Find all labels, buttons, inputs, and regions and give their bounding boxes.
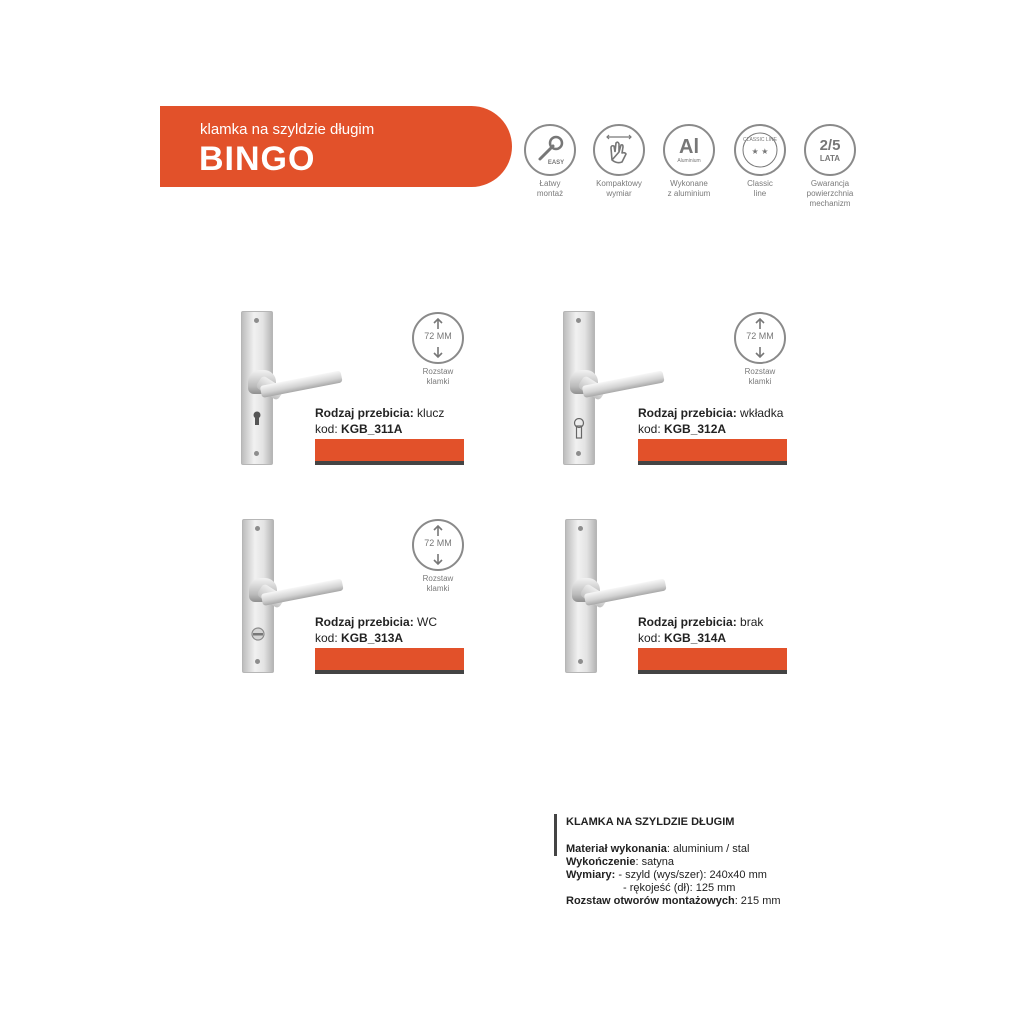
type-value: klucz <box>417 406 445 420</box>
spacing-value: 72 MM <box>424 331 452 341</box>
header-title: BINGO <box>199 140 316 178</box>
feature-caption: montaż <box>536 189 564 198</box>
spec-value: : aluminium / stal <box>666 843 750 855</box>
feature-caption: z aluminium <box>667 189 711 198</box>
spec-dimensions <box>566 869 826 882</box>
screw-icon <box>578 659 583 664</box>
hand-icon <box>593 124 645 176</box>
code-value: KGB_313A <box>341 631 404 645</box>
spec-value: : satyna <box>635 856 675 868</box>
accent-bar-dark <box>315 461 464 465</box>
spacing-arrows-icon <box>734 312 786 364</box>
spacing-badge <box>411 519 465 594</box>
classic-line-icon <box>734 124 786 176</box>
type-value: WC <box>417 615 438 629</box>
spec-finish <box>566 856 826 869</box>
easy-badge: EASY <box>547 160 565 166</box>
spacing-caption: klamki <box>426 377 450 386</box>
accent-bar-dark <box>315 670 464 674</box>
feature-warranty <box>795 124 865 209</box>
spec-label: Rozstaw otworów montażowych <box>566 895 735 907</box>
type-value: wkładka <box>740 406 784 420</box>
screw-icon <box>254 451 259 456</box>
code-value: KGB_312A <box>664 422 727 436</box>
screw-icon <box>255 659 260 664</box>
type-value: brak <box>740 615 764 629</box>
feature-classic-line <box>725 124 795 199</box>
code-label: kod: <box>638 631 661 645</box>
accent-bar <box>638 439 787 461</box>
screw-icon <box>254 318 259 323</box>
accent-bar <box>315 648 464 670</box>
feature-caption: Classic <box>747 179 773 188</box>
accent-bar <box>315 439 464 461</box>
screw-icon <box>576 318 581 323</box>
cylinder-hole-icon <box>573 418 585 440</box>
product-info <box>315 614 465 646</box>
spacing-value: 72 MM <box>746 331 774 341</box>
al-badge-sub: Aluminium <box>677 158 701 164</box>
spacing-caption: Rozstaw <box>422 367 454 376</box>
svg-text:★ ★: ★ ★ <box>751 147 769 156</box>
screw-icon <box>255 526 260 531</box>
spacing-badge <box>411 312 465 387</box>
code-label: kod: <box>315 422 338 436</box>
accent-bar-dark <box>638 461 787 465</box>
code-label: kod: <box>315 631 338 645</box>
warranty-icon <box>804 124 856 176</box>
accent-bar <box>638 648 787 670</box>
warranty-badge: 2/5 <box>819 137 841 154</box>
accent-bar-dark <box>638 670 787 674</box>
spacing-arrows-icon <box>412 519 464 571</box>
feature-caption: mechanizm <box>809 199 851 208</box>
product-info <box>315 405 465 437</box>
code-label: kod: <box>638 422 661 436</box>
warranty-badge-sub: LATA <box>819 154 841 163</box>
type-label: Rodzaj przebicia: <box>315 406 414 420</box>
spacing-value: 72 MM <box>424 538 452 548</box>
spec-dimensions-handle <box>566 882 826 895</box>
spacing-caption: Rozstaw <box>422 574 454 583</box>
code-value: KGB_311A <box>341 422 403 436</box>
feature-caption: powierzchnia <box>806 189 854 198</box>
spec-block <box>566 816 826 908</box>
spec-material <box>566 843 826 856</box>
code-value: KGB_314A <box>664 631 727 645</box>
spec-label: Wymiary: <box>566 869 616 881</box>
header-subtitle: klamka na szyldzie długim <box>200 121 375 138</box>
screw-icon <box>578 526 583 531</box>
feature-caption: wymiar <box>606 189 632 198</box>
feature-compact <box>584 124 654 199</box>
spec-mounting <box>566 895 826 908</box>
header-banner <box>160 106 512 187</box>
type-label: Rodzaj przebicia: <box>638 406 737 420</box>
spec-value: : 215 mm <box>734 895 781 907</box>
wc-knob-icon <box>250 626 266 642</box>
spacing-caption: klamki <box>748 377 772 386</box>
spacing-caption: Rozstaw <box>744 367 776 376</box>
spacing-badge <box>733 312 787 387</box>
classic-line-badge: CLASSIC LINE <box>743 137 777 143</box>
spec-value: - rękojeść (dł): 125 mm <box>623 882 736 894</box>
wrench-icon <box>524 124 576 176</box>
feature-caption: Łatwy <box>539 179 561 188</box>
type-label: Rodzaj przebicia: <box>638 615 737 629</box>
screw-icon <box>576 451 581 456</box>
feature-caption: Gwarancja <box>810 179 850 188</box>
product-info <box>638 405 788 437</box>
feature-aluminium <box>654 124 724 199</box>
spacing-arrows-icon <box>412 312 464 364</box>
keyhole-icon <box>251 410 263 428</box>
spec-divider <box>554 814 557 856</box>
type-label: Rodzaj przebicia: <box>315 615 414 629</box>
spec-value: - szyld (wys/szer): 240x40 mm <box>615 869 767 881</box>
spacing-caption: klamki <box>426 584 450 593</box>
al-badge: Al <box>679 136 699 158</box>
feature-easy-mount <box>515 124 585 199</box>
aluminium-icon <box>663 124 715 176</box>
spec-heading: KLAMKA NA SZYLDZIE DŁUGIM <box>566 816 735 828</box>
spec-label: Materiał wykonania <box>566 843 667 855</box>
spec-label: Wykończenie <box>566 856 636 868</box>
feature-caption: line <box>753 189 767 198</box>
feature-caption: Kompaktowy <box>596 179 642 188</box>
product-info <box>638 614 788 646</box>
feature-caption: Wykonane <box>670 179 708 188</box>
